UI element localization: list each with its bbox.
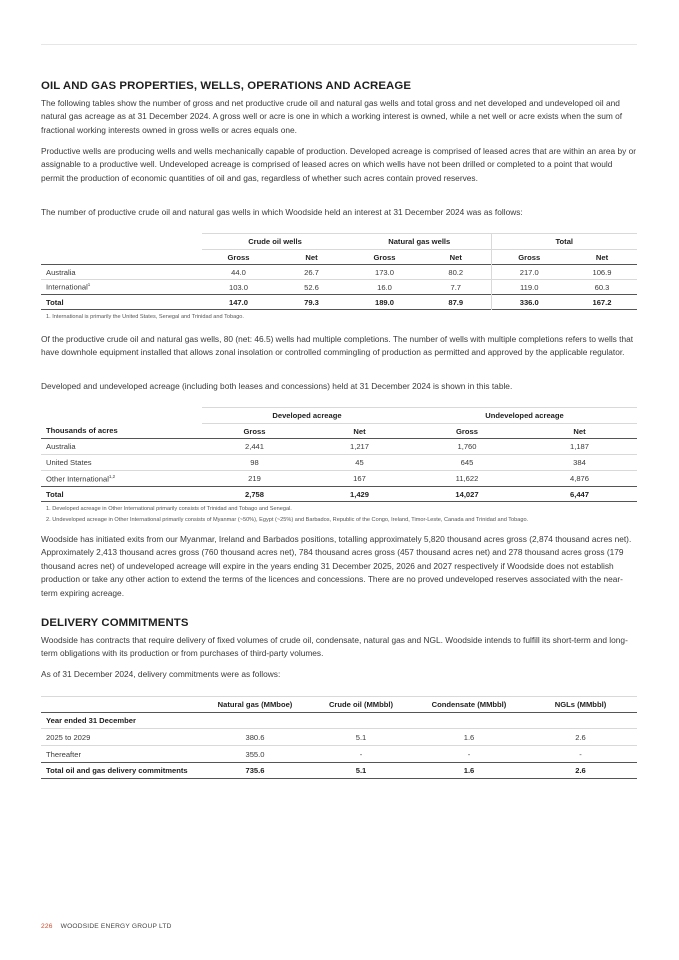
total-row (41, 763, 637, 779)
cell-value: 44.0 (231, 267, 246, 277)
cell-value: 1,187 (569, 442, 589, 451)
cell-value: 2,441 (244, 442, 264, 451)
acreage-sub-header: Gross (243, 426, 266, 436)
cell-value: 1,760 (457, 442, 477, 451)
delivery-col-header: Crude oil (MMbbl) (328, 700, 394, 709)
row-label: Australia (46, 442, 76, 451)
wells-group-gas: Natural gas wells (348, 234, 491, 250)
cell-value: 2.6 (575, 766, 586, 775)
row-label: United States (46, 458, 92, 467)
delivery-col-header: NGLs (MMbbl) (554, 700, 607, 709)
cell-value: 6,447 (569, 489, 589, 499)
cell-value: 45 (355, 458, 364, 467)
table-row (41, 471, 637, 487)
table-row (41, 729, 637, 746)
cell-value: 11,622 (455, 474, 479, 483)
row-label: Other International$^{1,2}$ (46, 473, 116, 484)
cell-value: 98 (250, 458, 259, 467)
cell-value: 219 (248, 474, 261, 483)
acreage-sub-header: Net (353, 426, 366, 436)
footnote-marker: 1 (87, 282, 91, 288)
productive-wells-paragraph: Productive wells are producing wells and wells mechanically capable of production. Developed acreage is comprised of leased acres that are within an area by or assignable to a productive well. Undeveloped acreage is comprised of leased acres on which wells have not been drilled or completed to a point that would permit the production of economic quantities of oil and gas, regardless of whether such acres contain proved reserves. (41, 146, 637, 183)
cell-value: 26.7 (304, 267, 319, 277)
section-title-delivery: DELIVERY COMMITMENTS (41, 617, 189, 629)
total-row (41, 295, 637, 310)
cell-value: 1.6 (463, 732, 475, 742)
cell-value: - (467, 749, 471, 759)
delivery-paragraph: Woodside has contracts that require delivery of fixed volumes of crude oil, condensate, natural gas and NGL. Woodside intends to fulfill its short-term and long-term obligations with its production or from purchases of third-party volumes. (41, 635, 628, 659)
row-label: Australia (46, 267, 76, 277)
cell-value: 217.0 (491, 265, 567, 280)
cell-value: 106.9 (592, 267, 612, 277)
exits-paragraph: Woodside has initiated exits from our Myanmar, Ireland and Barbados positions, totalling approximately 5,820 thousand acres gross (2,874 thousand acres net). Approximately 2,413 thousand acres gross (760 thousand acres net), 784 thousand acres gross (457 thousand acres net) and 278 thousand acres gross (179 thousand acres net) of undeveloped acreage will expire in the years ending 31 December 2025, 2026 and 2027 respectively if Woodside does not establish production or take any other action to extend the terms of the licences and concessions. There are no proved undeveloped reserves associated with the near-term expiring acreage. (41, 534, 632, 598)
row-label: International$^1$ (46, 282, 91, 292)
acreage-footnote-2: 2. Undeveloped acreage in Other International primarily consists of Myanmar (~50%), Egypt (~25%) and Barbados, Republic of the Congo, Ireland, Timor-Leste, Canada and Trinidad and Tobago. (46, 516, 529, 523)
wells-group-total: Total (491, 234, 637, 250)
wells-sub-header: Gross (227, 252, 250, 262)
cell-value: - (359, 749, 363, 759)
cell-value: 147.0 (228, 297, 248, 307)
cell-value: 2.6 (575, 732, 586, 742)
table-row (41, 746, 637, 763)
cell-value: 7.7 (450, 282, 462, 292)
cell-value: 2,758 (244, 489, 264, 499)
cell-value: - (579, 749, 582, 759)
table-row (41, 439, 637, 455)
row-label: 2025 to 2029 (46, 732, 91, 742)
page-footer (41, 923, 172, 930)
acreage-sub-header: Net (573, 426, 586, 436)
acreage-group-undeveloped: Undeveloped acreage (412, 408, 637, 424)
cell-value: 380.6 (245, 732, 265, 742)
cell-value: 167 (353, 474, 366, 483)
cell-value: 1,429 (349, 489, 369, 499)
cell-value: 5.1 (355, 766, 367, 775)
delivery-table (41, 696, 637, 779)
wells-sub-header: Gross (491, 250, 567, 265)
cell-value: 4,876 (569, 474, 589, 483)
cell-value: 1.6 (463, 766, 475, 775)
wells-sub-header: Net (449, 252, 462, 262)
wells-table (41, 233, 637, 322)
cell-value: 355.0 (245, 749, 265, 759)
cell-value: 1,217 (349, 442, 369, 451)
multiple-completions-paragraph: Of the productive crude oil and natural gas wells, 80 (net: 46.5) wells had multiple completions. The number of wells with multiple completions refers to wells that have downhole equipment installed that allows zonal insolation or controlled commingling of production as permitted and approved by the applicable regulator. (41, 334, 634, 358)
cell-value: 173.0 (374, 267, 394, 277)
intro-paragraph: The following tables show the number of gross and net productive crude oil and natural gas wells and total gross and net developed and undeveloped oil and natural gas acreage as at 31 December 2024. A gross well or acre is one in which a working interest is owned, while a net well or acre exists when the sum of fractional working interests owned in gross wells or acres equals one. (41, 98, 623, 135)
delivery-col-header: Condensate (MMbbl) (431, 700, 507, 709)
cell-value: 167.2 (592, 297, 612, 307)
acreage-head-label: Thousands of acres (46, 426, 118, 436)
cell-value: 79.3 (304, 297, 319, 307)
cell-value: 645 (460, 458, 474, 467)
table-row (41, 455, 637, 471)
wells-group-crude: Crude oil wells (202, 234, 348, 250)
row-label: Total (46, 489, 64, 499)
cell-value: 14,027 (455, 489, 479, 499)
cell-value: 52.6 (304, 282, 319, 292)
cell-value: 119.0 (491, 280, 567, 295)
row-label: Total oil and gas delivery commitments (46, 766, 188, 775)
page-number: 226 (41, 923, 53, 930)
wells-sub-header: Net (595, 252, 609, 262)
acreage-sub-header: Gross (456, 426, 478, 436)
wells-sub-header: Gross (373, 252, 396, 262)
cell-value: 87.9 (448, 297, 464, 307)
acreage-footnote-1: 1. Developed acreage in Other International primarily consists of Trinidad and Tobago and Senegal. (46, 506, 292, 512)
section-title-oil-gas: OIL AND GAS PROPERTIES, WELLS, OPERATIONS AND ACREAGE (41, 80, 412, 92)
cell-value: 735.6 (245, 766, 265, 775)
acreage-table (41, 407, 637, 524)
row-label: Thereafter (46, 749, 82, 759)
delivery-intro-paragraph: As of 31 December 2024, delivery commitments were as follows: (41, 669, 281, 679)
company-name: WOODSIDE ENERGY GROUP LTD (60, 923, 172, 930)
total-row (41, 487, 637, 502)
cell-value: 16.0 (377, 282, 392, 292)
table-row (41, 280, 637, 295)
cell-value: 5.1 (355, 732, 367, 742)
wells-intro-paragraph: The number of productive crude oil and natural gas wells in which Woodside held an interest at 31 December 2024 was as follows: (41, 207, 523, 217)
cell-value: 384 (573, 458, 586, 467)
cell-value: 60.3 (594, 282, 610, 292)
top-rule (41, 44, 637, 45)
cell-value: 103.0 (228, 282, 248, 292)
wells-sub-header: Net (305, 252, 318, 262)
table-row (41, 265, 637, 280)
wells-footnote: 1. International is primarily the United States, Senegal and Trinidad and Tobago. (46, 314, 244, 320)
footnote-marker: 1,2 (108, 473, 116, 479)
delivery-subhead: Year ended 31 December (46, 716, 136, 725)
cell-value: 189.0 (374, 297, 394, 307)
cell-value: 336.0 (491, 295, 567, 310)
delivery-col-header: Natural gas (MMboe) (217, 700, 293, 709)
row-label: Total (46, 297, 64, 307)
acreage-group-developed: Developed acreage (202, 408, 412, 424)
cell-value: 80.2 (448, 267, 464, 277)
acreage-intro-paragraph: Developed and undeveloped acreage (including both leases and concessions) held at 31 December 2024 is shown in this table. (41, 381, 513, 391)
